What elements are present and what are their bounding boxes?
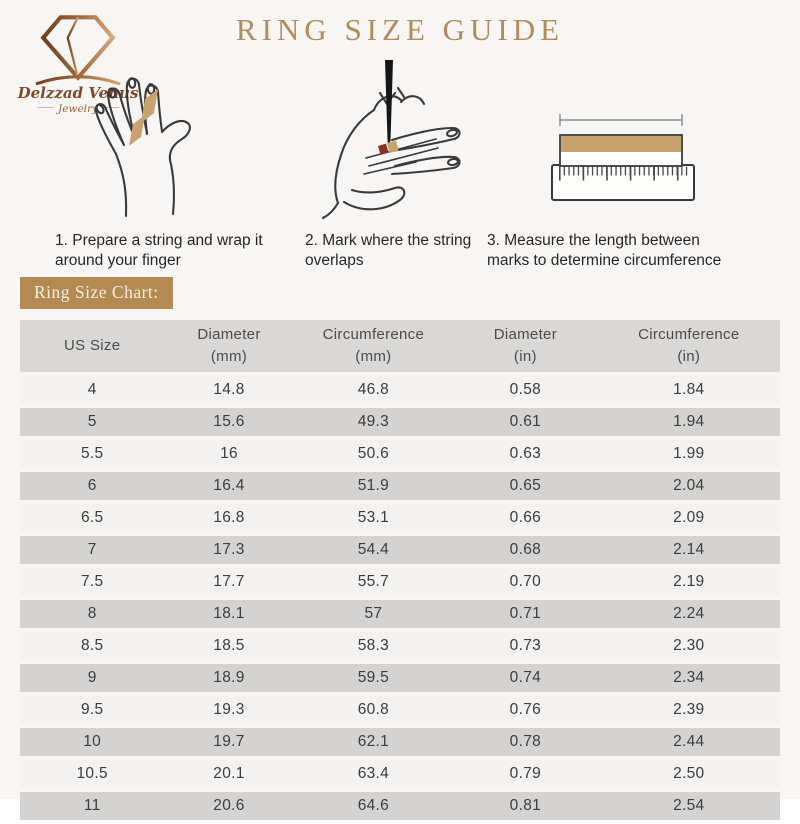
table-row [20, 632, 780, 660]
table-cell: 53.1 [294, 504, 454, 532]
table-cell: 2.39 [598, 696, 780, 724]
table-cell: 2.54 [598, 792, 780, 820]
table-cell: 16 [164, 440, 293, 468]
ring-size-table-body [20, 376, 780, 820]
table-cell: 0.66 [453, 504, 597, 532]
pen-icon [385, 60, 393, 140]
table-cell: 17.3 [164, 536, 293, 564]
table-cell: 19.7 [164, 728, 293, 756]
ring-size-chart-label: Ring Size Chart: [20, 277, 173, 309]
table-cell: 19.3 [164, 696, 293, 724]
table-header [20, 320, 780, 372]
table-cell: 55.7 [294, 568, 454, 596]
page-title: RING SIZE GUIDE [235, 12, 565, 47]
table-cell: 50.6 [294, 440, 454, 468]
table-cell: 10 [20, 728, 164, 756]
table-cell: 0.70 [453, 568, 597, 596]
table-cell: 7.5 [20, 568, 164, 596]
table-cell: 1.84 [598, 376, 780, 404]
table-cell: 4 [20, 376, 164, 404]
ruler-measure-illustration [550, 108, 698, 204]
table-cell: 2.44 [598, 728, 780, 756]
table-cell: 17.7 [164, 568, 293, 596]
table-cell: 57 [294, 600, 454, 628]
table-cell: 2.30 [598, 632, 780, 660]
table-cell: 2.24 [598, 600, 780, 628]
table-cell: 2.50 [598, 760, 780, 788]
table-cell: 7 [20, 536, 164, 564]
table-cell: 8.5 [20, 632, 164, 660]
table-cell: 2.09 [598, 504, 780, 532]
table-cell: 20.1 [164, 760, 293, 788]
measure-span-line [560, 114, 682, 126]
column-header-us-size: US Size [20, 320, 164, 372]
table-cell: 18.9 [164, 664, 293, 692]
table-row [20, 504, 780, 532]
dash-ornament-right: —— [102, 103, 119, 113]
table-cell: 0.58 [453, 376, 597, 404]
table-cell: 62.1 [294, 728, 454, 756]
ring-size-table [20, 316, 780, 824]
table-cell: 18.5 [164, 632, 293, 660]
table-row [20, 760, 780, 788]
table-cell: 5.5 [20, 440, 164, 468]
table-row [20, 440, 780, 468]
table-cell: 0.78 [453, 728, 597, 756]
table-cell: 6.5 [20, 504, 164, 532]
table-cell: 2.34 [598, 664, 780, 692]
table-cell: 15.6 [164, 408, 293, 436]
table-cell: 14.8 [164, 376, 293, 404]
step-2-caption: 2. Mark where the string overlaps [305, 232, 472, 270]
column-header-diameter-mm: Diameter (mm) [164, 320, 293, 372]
table-row [20, 472, 780, 500]
table-cell: 0.73 [453, 632, 597, 660]
table-row [20, 664, 780, 692]
table-cell: 1.99 [598, 440, 780, 468]
table-row [20, 376, 780, 404]
table-cell: 54.4 [294, 536, 454, 564]
table-cell: 16.8 [164, 504, 293, 532]
hand-pen-mark-illustration [312, 60, 477, 218]
hand-string-wrap-illustration [90, 64, 210, 219]
table-cell: 18.1 [164, 600, 293, 628]
table-cell: 20.6 [164, 792, 293, 820]
table-cell: 0.71 [453, 600, 597, 628]
table-cell: 46.8 [294, 376, 454, 404]
table-cell: 2.14 [598, 536, 780, 564]
column-header-circumference-in: Circumference (in) [598, 320, 780, 372]
table-cell: 51.9 [294, 472, 454, 500]
table-row [20, 792, 780, 820]
table-row [20, 568, 780, 596]
table-cell: 8 [20, 600, 164, 628]
table-cell: 11 [20, 792, 164, 820]
table-row [20, 728, 780, 756]
table-cell: 0.74 [453, 664, 597, 692]
table-cell: 16.4 [164, 472, 293, 500]
brand-subtitle-text: Jewelry [58, 103, 98, 115]
table-cell: 0.68 [453, 536, 597, 564]
table-cell: 0.65 [453, 472, 597, 500]
table-row [20, 696, 780, 724]
table-cell: 49.3 [294, 408, 454, 436]
brand-name: Delzzad Venus [17, 84, 139, 102]
table-cell: 59.5 [294, 664, 454, 692]
table-row [20, 408, 780, 436]
table-cell: 2.19 [598, 568, 780, 596]
table-cell: 1.94 [598, 408, 780, 436]
table-cell: 6 [20, 472, 164, 500]
table-cell: 63.4 [294, 760, 454, 788]
column-header-circumference-mm: Circumference (mm) [294, 320, 454, 372]
table-cell: 9 [20, 664, 164, 692]
table-row [20, 600, 780, 628]
table-cell: 9.5 [20, 696, 164, 724]
step-1-caption: 1. Prepare a string and wrap it around your finger [55, 232, 263, 270]
table-cell: 2.04 [598, 472, 780, 500]
table-cell: 60.8 [294, 696, 454, 724]
table-row [20, 536, 780, 564]
table-cell: 0.79 [453, 760, 597, 788]
table-cell: 5 [20, 408, 164, 436]
table-cell: 10.5 [20, 760, 164, 788]
ink-mark [378, 144, 389, 156]
table-cell: 0.63 [453, 440, 597, 468]
step-3-caption: 3. Measure the length between marks to determine circumference [487, 232, 722, 270]
string-strip [561, 136, 681, 152]
table-cell: 0.76 [453, 696, 597, 724]
table-cell: 0.61 [453, 408, 597, 436]
table-cell: 58.3 [294, 632, 454, 660]
table-cell: 0.81 [453, 792, 597, 820]
table-cell: 64.6 [294, 792, 454, 820]
column-header-diameter-in: Diameter (in) [453, 320, 597, 372]
dash-ornament-left: —— [37, 103, 54, 113]
